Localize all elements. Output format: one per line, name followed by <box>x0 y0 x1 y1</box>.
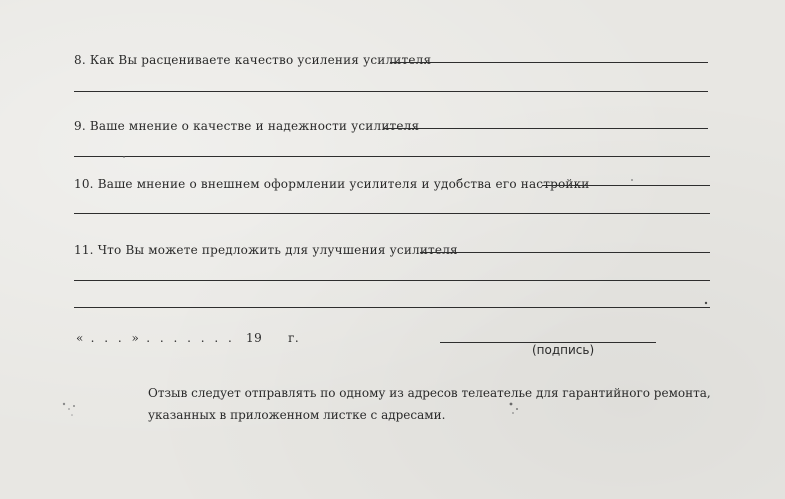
footnote-line-2: указанных в приложенном листке с адресами. <box>148 408 446 422</box>
answer-line[interactable] <box>74 280 710 281</box>
scan-speck <box>705 302 707 304</box>
date-line <box>76 331 299 345</box>
question-text: Ваше мнение о внешнем оформлении усилителя и удобства его настройки <box>97 177 590 191</box>
date-day-blank[interactable]: . . . <box>83 331 132 345</box>
question-text: Как Вы расцениваете качество усиления усилителя <box>89 53 432 67</box>
question-text: Ваше мнение о качестве и надежности усилителя <box>89 119 420 133</box>
answer-line[interactable] <box>74 213 710 214</box>
question-9 <box>74 119 419 133</box>
answer-line[interactable] <box>420 252 710 253</box>
question-11 <box>74 243 458 257</box>
answer-line[interactable] <box>383 128 708 129</box>
footnote <box>148 382 711 426</box>
answer-line[interactable] <box>74 91 708 92</box>
answer-line[interactable] <box>74 156 710 157</box>
question-number: 10. <box>74 177 94 191</box>
answer-line[interactable] <box>74 307 710 308</box>
date-close-quote: » <box>131 331 140 345</box>
footnote-line-1: Отзыв следует отправлять по одному из адресов телеателье для гарантийного ремонта, <box>148 386 711 400</box>
year-prefix: 19 <box>245 331 263 345</box>
scan-speck <box>68 408 70 410</box>
date-month-blank[interactable]: . . . . . . . <box>139 331 242 345</box>
question-10 <box>74 177 589 191</box>
scan-speck <box>631 179 633 181</box>
answer-line[interactable] <box>542 185 710 186</box>
question-8 <box>74 53 431 67</box>
date-open-quote: « <box>76 331 84 345</box>
scan-speck <box>63 403 65 405</box>
question-number: 11. <box>74 243 94 257</box>
question-text: Что Вы можете предложить для улучшения усилителя <box>97 243 458 257</box>
scan-speck <box>71 414 73 416</box>
signature-caption: (подпись) <box>532 343 595 357</box>
year-suffix: г. <box>288 331 300 345</box>
answer-line[interactable] <box>390 62 708 63</box>
scan-speck <box>73 405 75 407</box>
question-number: 8. <box>74 53 86 67</box>
question-number: 9. <box>74 119 86 133</box>
